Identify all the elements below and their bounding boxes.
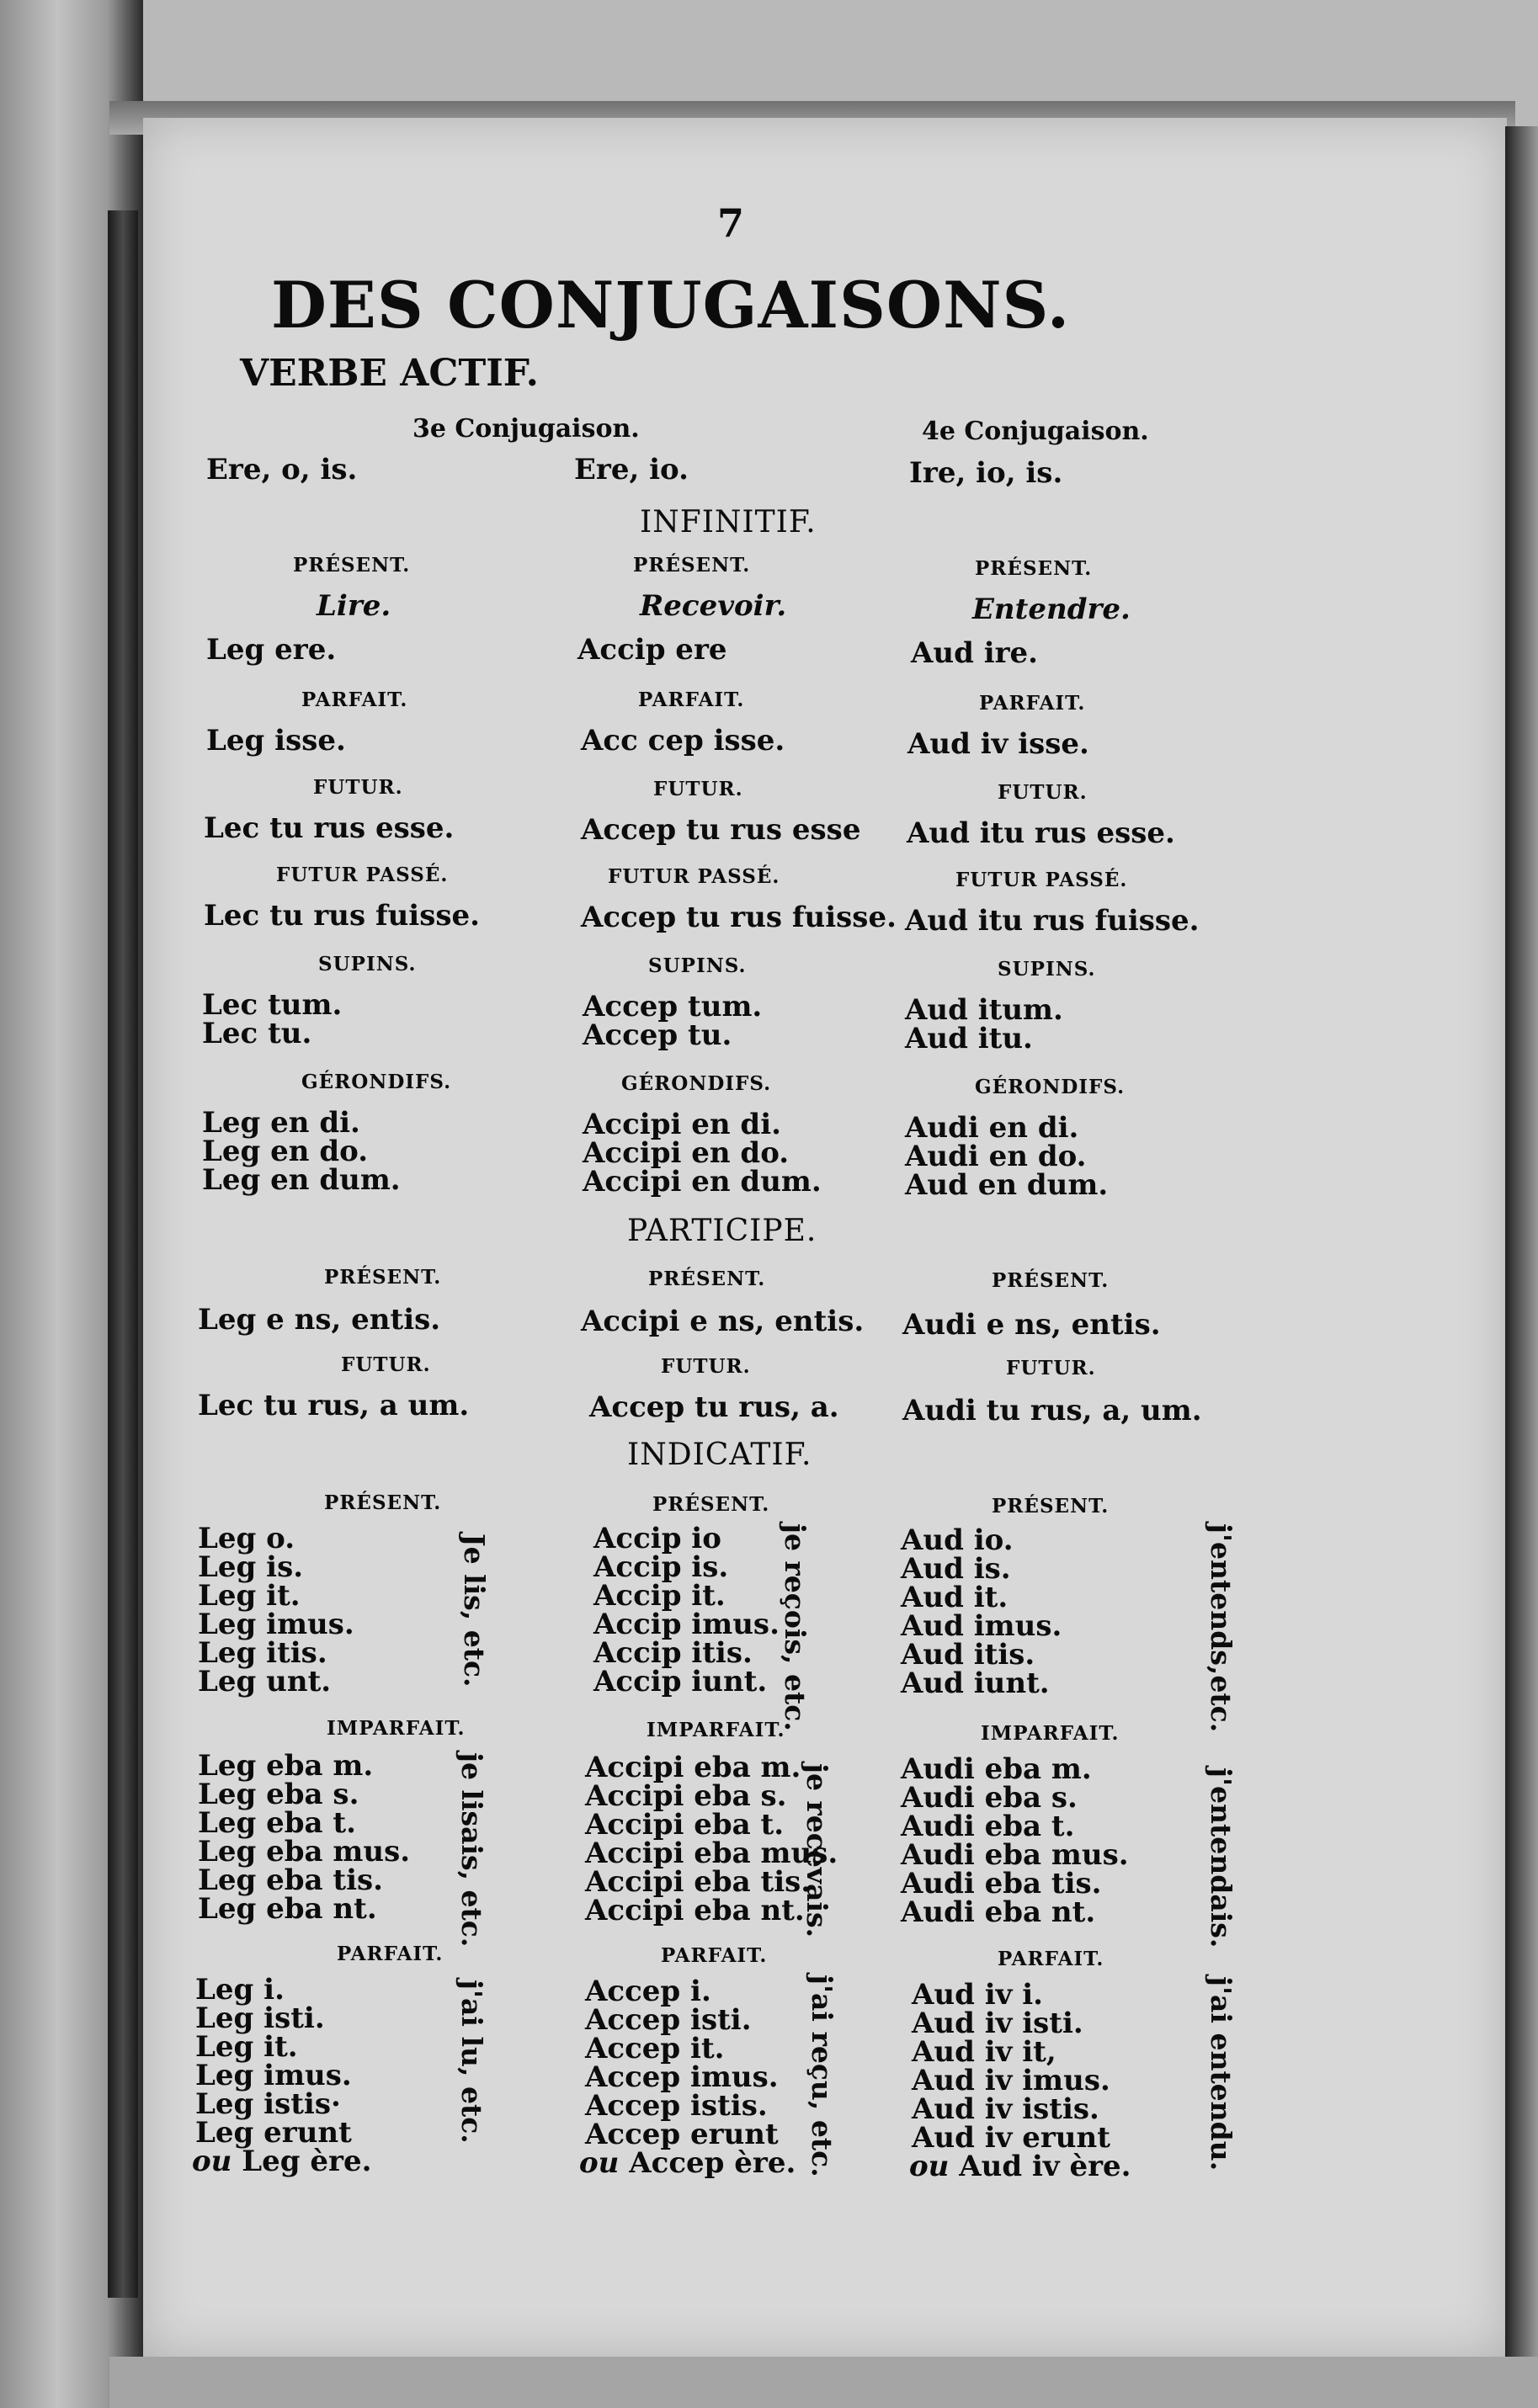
inf-futur-col1: Lec tu rus esse. (204, 811, 455, 845)
ind-parfait-col2-1: Accep i. (585, 1975, 711, 2008)
ind-parfait-col3-2: Aud iv isti. (912, 2007, 1083, 2040)
ind-parfait-col3-7 (909, 2150, 1131, 2183)
binding-edge (108, 210, 138, 2298)
ind-present-col1-5: Leg itis. (198, 1636, 327, 1670)
meaning-col3: Entendre. (972, 593, 1131, 626)
tense-label: SUPINS. (318, 953, 417, 975)
ind-imparfait-col3-2: Audi eba s. (901, 1781, 1078, 1815)
participe-present-col2: Accipi e ns, entis. (581, 1305, 865, 1338)
tense-label: PARFAIT. (301, 688, 408, 711)
participe-present-col1: Leg e ns, entis. (198, 1303, 441, 1337)
ind-present-col3-1: Aud io. (901, 1523, 1014, 1557)
translation-col3-imparfait: j'entendais. (1205, 1767, 1237, 1948)
tense-label: PARFAIT. (998, 1948, 1104, 1970)
section-indicatif: INDICATIF. (627, 1438, 812, 1472)
tense-label: IMPARFAIT. (647, 1719, 785, 1741)
ending-col1: Ere, o, is. (206, 453, 358, 486)
ind-imparfait-col3-5: Audi eba tis. (901, 1867, 1102, 1900)
tense-label: FUTUR. (341, 1353, 431, 1376)
ind-imparfait-col2-3: Accipi eba t. (585, 1808, 785, 1842)
ind-present-col2-5: Accip itis. (593, 1636, 753, 1670)
ind-present-col3-5: Aud itis. (901, 1638, 1035, 1672)
ind-imparfait-col3-1: Audi eba m. (901, 1752, 1092, 1786)
ind-parfait-col1-4: Leg imus. (195, 2059, 352, 2092)
inf-futurpasse-col2: Accep tu rus fuisse. (581, 901, 897, 934)
ind-present-col2-1: Accip io (593, 1522, 721, 1555)
supin-col2-2: Accep tu. (583, 1018, 732, 1052)
inf-parfait-col1: Leg isse. (206, 724, 346, 757)
inf-present-col2: Accip ere (577, 633, 727, 667)
ind-parfait-col3-3: Aud iv it, (912, 2035, 1056, 2069)
supin-col1-1: Lec tum. (202, 988, 343, 1022)
gerondif-col3-1: Audi en di. (905, 1111, 1079, 1145)
meaning-col1: Lire. (317, 589, 391, 623)
tense-label: SUPINS. (998, 958, 1096, 981)
tense-label: PRÉSENT. (293, 554, 411, 577)
tense-label: PRÉSENT. (324, 1266, 442, 1289)
tense-label: PRÉSENT. (992, 1269, 1110, 1292)
ind-present-col3-4: Aud imus. (901, 1609, 1062, 1643)
ind-imparfait-col1-2: Leg eba s. (198, 1778, 359, 1811)
ind-parfait-col1-3: Leg it. (195, 2030, 298, 2064)
tense-label: GÉRONDIFS. (621, 1072, 772, 1095)
inf-parfait-col2: Acc cep isse. (581, 724, 785, 757)
inf-futur-col2: Accep tu rus esse (581, 813, 861, 847)
ind-present-col3-6: Aud iunt. (901, 1666, 1050, 1700)
ind-present-col2-2: Accip is. (593, 1550, 729, 1584)
inf-parfait-col3: Aud iv isse. (907, 727, 1089, 761)
ind-parfait-col2-7 (579, 2146, 796, 2180)
ind-present-col1-6: Leg unt. (198, 1665, 332, 1698)
gerondif-col1-1: Leg en di. (202, 1106, 360, 1140)
ind-parfait-col2-5: Accep istis. (585, 2089, 768, 2123)
ending-col2: Ere, io. (574, 453, 689, 486)
ind-parfait-col2-last: Accep ère. (629, 2146, 796, 2180)
ind-imparfait-col2-1: Accipi eba m. (585, 1751, 801, 1784)
ind-present-col1-3: Leg it. (198, 1579, 301, 1613)
section-participe: PARTICIPE. (627, 1214, 817, 1248)
ind-imparfait-col2-5: Accipi eba tis. (585, 1865, 812, 1899)
ind-imparfait-col2-6: Accipi eba nt. (585, 1894, 805, 1927)
translation-col3-present: j'entends,etc. (1205, 1523, 1237, 1733)
ind-present-col3-2: Aud is. (901, 1552, 1011, 1586)
tense-label: PRÉSENT. (992, 1495, 1110, 1518)
ind-imparfait-col3-6: Audi eba nt. (901, 1895, 1096, 1929)
page-subtitle: VERBE ACTIF. (240, 352, 539, 395)
ind-parfait-col2-3: Accep it. (585, 2032, 725, 2065)
ind-parfait-col3-last: Aud iv ère. (959, 2150, 1131, 2183)
ind-parfait-col1-1: Leg i. (195, 1973, 285, 2007)
tense-label: FUTUR. (661, 1355, 751, 1378)
tense-label: PARFAIT. (638, 688, 745, 711)
tense-label: GÉRONDIFS. (975, 1076, 1126, 1098)
page-right-edge (1505, 126, 1538, 2408)
supin-col1-2: Lec tu. (202, 1017, 312, 1050)
supin-col3-2: Aud itu. (905, 1022, 1033, 1055)
ou-word: ou (909, 2150, 950, 2183)
ind-parfait-col2-2: Accep isti. (585, 2003, 752, 2037)
tense-label: FUTUR PASSÉ. (276, 864, 449, 886)
ind-imparfait-col3-4: Audi eba mus. (901, 1838, 1129, 1872)
tense-label: FUTUR. (998, 781, 1088, 804)
tense-label: FUTUR. (313, 776, 403, 799)
ind-present-col1-2: Leg is. (198, 1550, 304, 1584)
page-number: 7 (717, 200, 745, 246)
page-title: DES CONJUGAISONS. (271, 268, 1071, 343)
ind-present-col2-4: Accip imus. (593, 1608, 780, 1641)
tense-label: FUTUR. (653, 778, 743, 800)
section-infinitif: INFINITIF. (640, 505, 817, 540)
ind-present-col1-1: Leg o. (198, 1522, 295, 1555)
page-bottom-edge (109, 2357, 1538, 2408)
inf-futurpasse-col1: Lec tu rus fuisse. (204, 899, 480, 933)
gerondif-col2-3: Accipi en dum. (583, 1165, 822, 1199)
gerondif-col3-2: Audi en do. (905, 1140, 1087, 1173)
tense-label: PARFAIT. (979, 692, 1086, 715)
ind-parfait-col1-last: Leg ère. (242, 2145, 372, 2178)
ind-present-col1-4: Leg imus. (198, 1608, 354, 1641)
translation-col1-parfait: j'ai lu, etc. (455, 1980, 488, 2144)
ind-imparfait-col1-6: Leg eba nt. (198, 1892, 377, 1926)
participe-futur-col3: Audi tu rus, a, um. (902, 1394, 1202, 1427)
ind-parfait-col1-7 (192, 2145, 371, 2178)
meaning-col2: Recevoir. (640, 589, 787, 623)
ind-parfait-col1-2: Leg isti. (195, 2001, 325, 2035)
ind-imparfait-col2-4: Accipi eba mus. (585, 1837, 838, 1870)
gerondif-col1-2: Leg en do. (202, 1135, 369, 1168)
ind-imparfait-col1-4: Leg eba mus. (198, 1835, 411, 1868)
ind-present-col2-3: Accip it. (593, 1579, 726, 1613)
tense-label: PRÉSENT. (975, 557, 1093, 580)
translation-col3-parfait: j'ai entendu. (1205, 1976, 1237, 2171)
inf-futurpasse-col3: Aud itu rus fuisse. (905, 904, 1200, 938)
tense-label: IMPARFAIT. (327, 1717, 466, 1740)
gerondif-col1-3: Leg en dum. (202, 1163, 401, 1197)
ending-col3: Ire, io, is. (909, 456, 1063, 490)
tense-label: PARFAIT. (337, 1943, 444, 1965)
ind-parfait-col1-6: Leg erunt (195, 2116, 352, 2150)
ind-present-col3-3: Aud it. (901, 1581, 1008, 1614)
conjugation-3-label: 3e Conjugaison. (412, 414, 640, 444)
ind-imparfait-col2-2: Accipi eba s. (585, 1779, 787, 1813)
tense-label: IMPARFAIT. (981, 1722, 1120, 1745)
gerondif-col3-3: Aud en dum. (905, 1168, 1109, 1202)
ind-parfait-col3-5: Aud iv istis. (912, 2092, 1099, 2126)
participe-present-col3: Audi e ns, entis. (902, 1308, 1161, 1342)
participe-futur-col1: Lec tu rus, a um. (198, 1389, 470, 1422)
tense-label: PRÉSENT. (633, 554, 751, 577)
ind-parfait-col2-4: Accep imus. (585, 2060, 779, 2094)
translation-col2-imparfait: je recevais. (801, 1763, 833, 1938)
tense-label: FUTUR PASSÉ. (955, 869, 1128, 891)
gerondif-col2-1: Accipi en di. (583, 1108, 781, 1141)
ind-imparfait-col3-3: Audi eba t. (901, 1810, 1075, 1843)
participe-futur-col2: Accep tu rus, a. (589, 1390, 839, 1424)
ind-parfait-col3-6: Aud iv erunt (912, 2121, 1110, 2155)
inf-present-col3: Aud ire. (911, 636, 1039, 670)
ou-word: ou (579, 2146, 620, 2180)
tense-label: FUTUR PASSÉ. (608, 865, 780, 888)
translation-col2-present: je reçois, etc. (779, 1523, 812, 1731)
supin-col3-1: Aud itum. (905, 993, 1063, 1027)
inf-futur-col3: Aud itu rus esse. (907, 816, 1175, 850)
translation-col2-parfait: j'ai reçu, etc. (806, 1975, 838, 2177)
tense-label: PRÉSENT. (648, 1268, 766, 1290)
translation-col1-imparfait: je lisais, etc. (455, 1752, 488, 1948)
tense-label: SUPINS. (648, 954, 747, 977)
ind-parfait-col2-6: Accep erunt (585, 2118, 779, 2151)
gerondif-col2-2: Accipi en do. (583, 1136, 790, 1170)
tense-label: PRÉSENT. (652, 1493, 770, 1516)
tense-label: FUTUR. (1006, 1357, 1096, 1379)
conjugation-4-label: 4e Conjugaison. (922, 417, 1149, 446)
tense-label: PRÉSENT. (324, 1491, 442, 1514)
tense-label: GÉRONDIFS. (301, 1071, 452, 1093)
ind-parfait-col3-1: Aud iv i. (912, 1978, 1043, 2012)
inf-present-col1: Leg ere. (206, 633, 337, 667)
translation-col1-present: Je lis, etc. (458, 1534, 491, 1688)
ind-parfait-col3-4: Aud iv imus. (912, 2064, 1110, 2097)
ou-word: ou (192, 2145, 232, 2178)
tense-label: PARFAIT. (661, 1944, 768, 1967)
ind-present-col2-6: Accip iunt. (593, 1665, 768, 1698)
ind-parfait-col1-5: Leg istis· (195, 2087, 341, 2121)
ind-imparfait-col1-3: Leg eba t. (198, 1806, 356, 1840)
ind-imparfait-col1-5: Leg eba tis. (198, 1863, 384, 1897)
ind-imparfait-col1-1: Leg eba m. (198, 1749, 374, 1783)
supin-col2-1: Accep tum. (583, 990, 763, 1023)
